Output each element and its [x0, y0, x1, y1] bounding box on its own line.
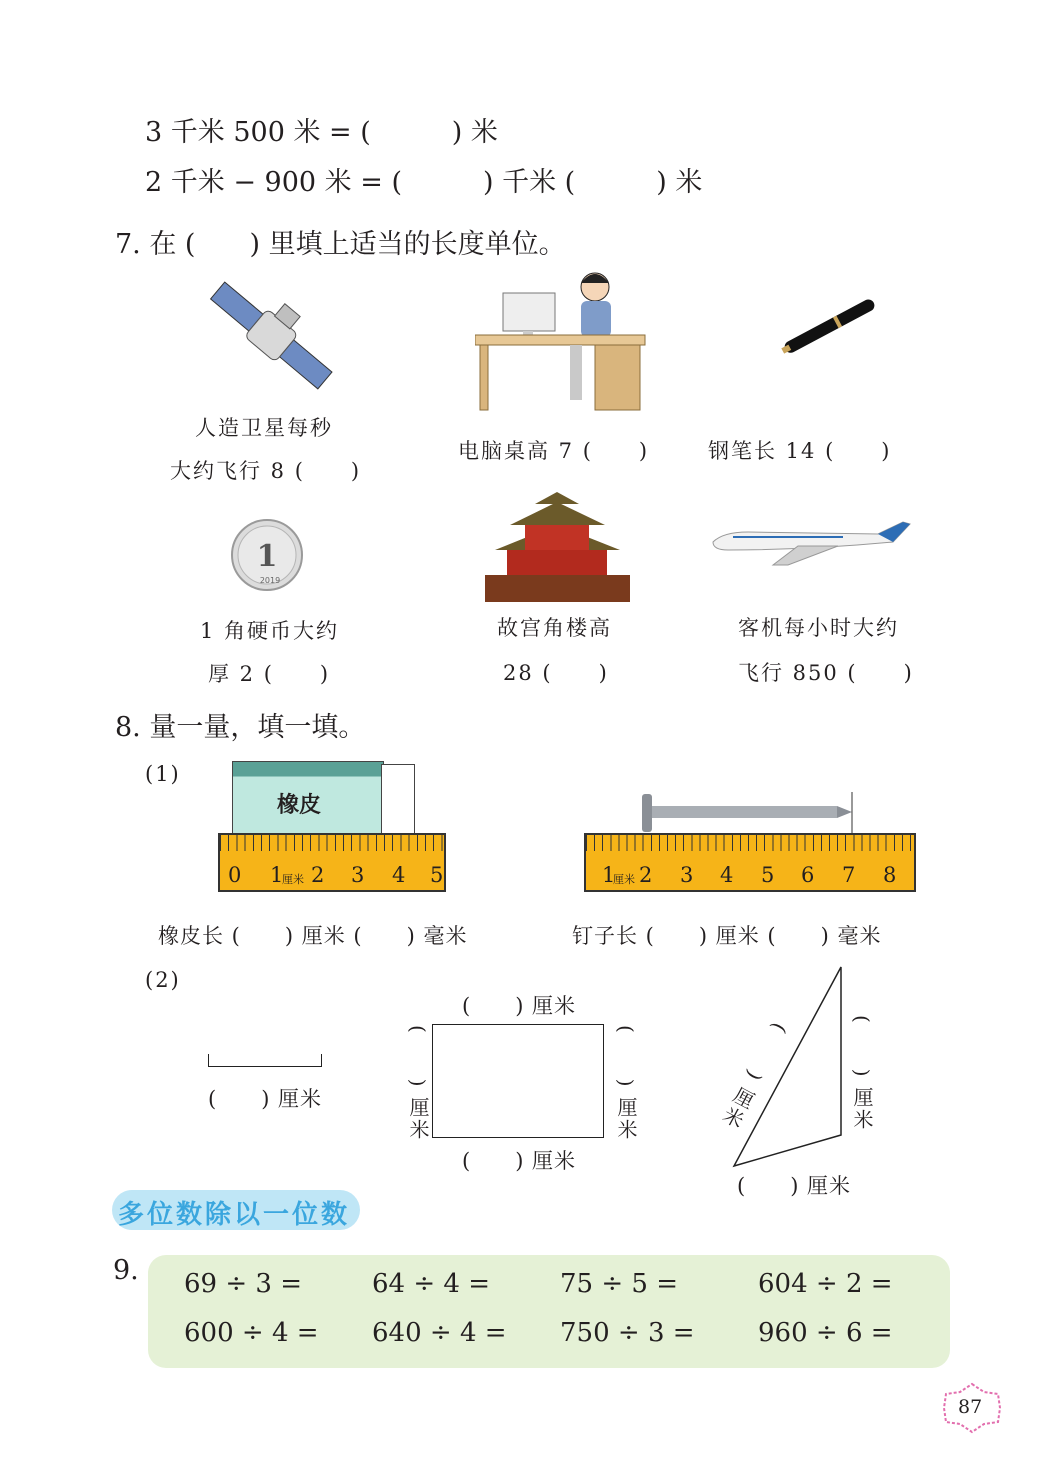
ruler1-tick-2: 2: [311, 863, 325, 887]
q9-r2-c2: 640 ÷ 4 =: [372, 1318, 507, 1348]
ruler1-tick-3: 3: [351, 863, 365, 887]
q9-r2-c3: 750 ÷ 3 =: [560, 1318, 695, 1348]
q9-box: [148, 1255, 950, 1368]
section-badge-label: 多位数除以一位数: [118, 1200, 351, 1230]
conversion-line-1: 3 千米 500 米 = ( ) 米: [145, 117, 498, 148]
ruler2-tick-5: 5: [761, 863, 775, 887]
q9-r1-c2: 64 ÷ 4 =: [372, 1269, 490, 1299]
q7-item3-line1: 钢笔长 14 ( ): [708, 439, 892, 463]
page-number: 87: [958, 1396, 983, 1418]
q9-r1-c4: 604 ÷ 2 =: [758, 1269, 893, 1299]
q7-item6-line1: 客机每小时大约: [738, 616, 899, 640]
rect-top-answer: ( ) 厘米: [462, 994, 577, 1018]
ruler2-tick-6: 6: [801, 863, 815, 887]
ruler2-unit: 厘米: [613, 873, 635, 886]
ruler2-tick-1: 1: [602, 863, 616, 887]
ruler2-tick-4: 4: [720, 863, 734, 887]
q9-r2-c1: 600 ÷ 4 =: [184, 1318, 319, 1348]
eraser-answer: 橡皮长 ( ) 厘米 ( ) 毫米: [158, 924, 468, 948]
q8-part1: (1): [145, 762, 181, 786]
q9-number: 9.: [113, 1255, 139, 1286]
line-segment: [208, 1054, 322, 1067]
nail-answer: 钉子长 ( ) 厘米 ( ) 毫米: [572, 924, 882, 948]
q9-r1-c1: 69 ÷ 3 =: [184, 1269, 302, 1299]
triangle-hypotenuse-answer: ( ) 厘米: [716, 1018, 792, 1133]
ruler2-tick-7: 7: [842, 863, 856, 887]
ruler1-tick-0: 0: [228, 863, 242, 887]
q7-item4-line2: 厚 2 ( ): [208, 662, 331, 686]
q7-item4-line1: 1 角硬币大约: [200, 619, 340, 643]
ruler1-tick-4: 4: [392, 863, 406, 887]
q7-title: 7. 在 ( ) 里填上适当的长度单位。: [115, 229, 566, 260]
conversion-line-2: 2 千米 − 900 米 = ( ) 千米 ( ) 米: [145, 167, 703, 198]
ruler2-tick-2: 2: [639, 863, 653, 887]
q9-r1-c3: 75 ÷ 5 =: [560, 1269, 678, 1299]
rect-bottom-answer: ( ) 厘米: [462, 1149, 577, 1173]
section-badge: [112, 1190, 360, 1230]
q7-item1-line1: 人造卫星每秒: [195, 416, 333, 440]
q7-item5-line1: 故宫角楼高: [497, 616, 612, 640]
nail-image: [640, 790, 855, 835]
q8-title: 8. 量一量，填一填。: [115, 712, 366, 743]
ruler-2: [584, 833, 916, 892]
rect-left-answer: ( ) 厘米: [406, 1025, 430, 1141]
q9-r2-c4: 960 ÷ 6 =: [758, 1318, 893, 1348]
triangle-right-answer: ( ) 厘米: [850, 1015, 874, 1131]
computer-desk-image: [475, 265, 650, 415]
ruler1-unit: 厘米: [282, 873, 304, 886]
rectangle-shape: [432, 1024, 604, 1138]
coin-year: 2019: [259, 576, 281, 585]
ruler1-tick-5: 5: [430, 863, 444, 887]
ruler2-tick-8: 8: [883, 863, 897, 887]
pen-image: [775, 290, 885, 365]
q8-part2: (2): [145, 968, 181, 992]
segment-answer: ( ) 厘米: [208, 1087, 323, 1111]
ruler1-tick-1: 1: [270, 863, 284, 887]
rect-right-answer: ( ) 厘米: [614, 1025, 638, 1141]
corner-tower-image: [485, 490, 630, 602]
eraser-sleeve-end: [381, 764, 415, 835]
eraser-label: 橡皮: [277, 793, 322, 818]
ruler-1: [218, 833, 446, 892]
eraser: [232, 761, 384, 835]
coin-text: 1: [256, 539, 278, 574]
ruler2-tick-3: 3: [680, 863, 694, 887]
airplane-image: [708, 520, 913, 570]
satellite-image: [205, 272, 335, 402]
coin-image: [230, 518, 304, 592]
q7-item5-line2: 28 ( ): [503, 661, 609, 685]
q7-item2-line1: 电脑桌高 7 ( ): [458, 439, 650, 463]
q7-item6-line2: 飞行 850 ( ): [738, 661, 914, 685]
q7-item1-line2: 大约飞行 8 ( ): [170, 459, 362, 483]
triangle-bottom-answer: ( ) 厘米: [737, 1174, 852, 1198]
